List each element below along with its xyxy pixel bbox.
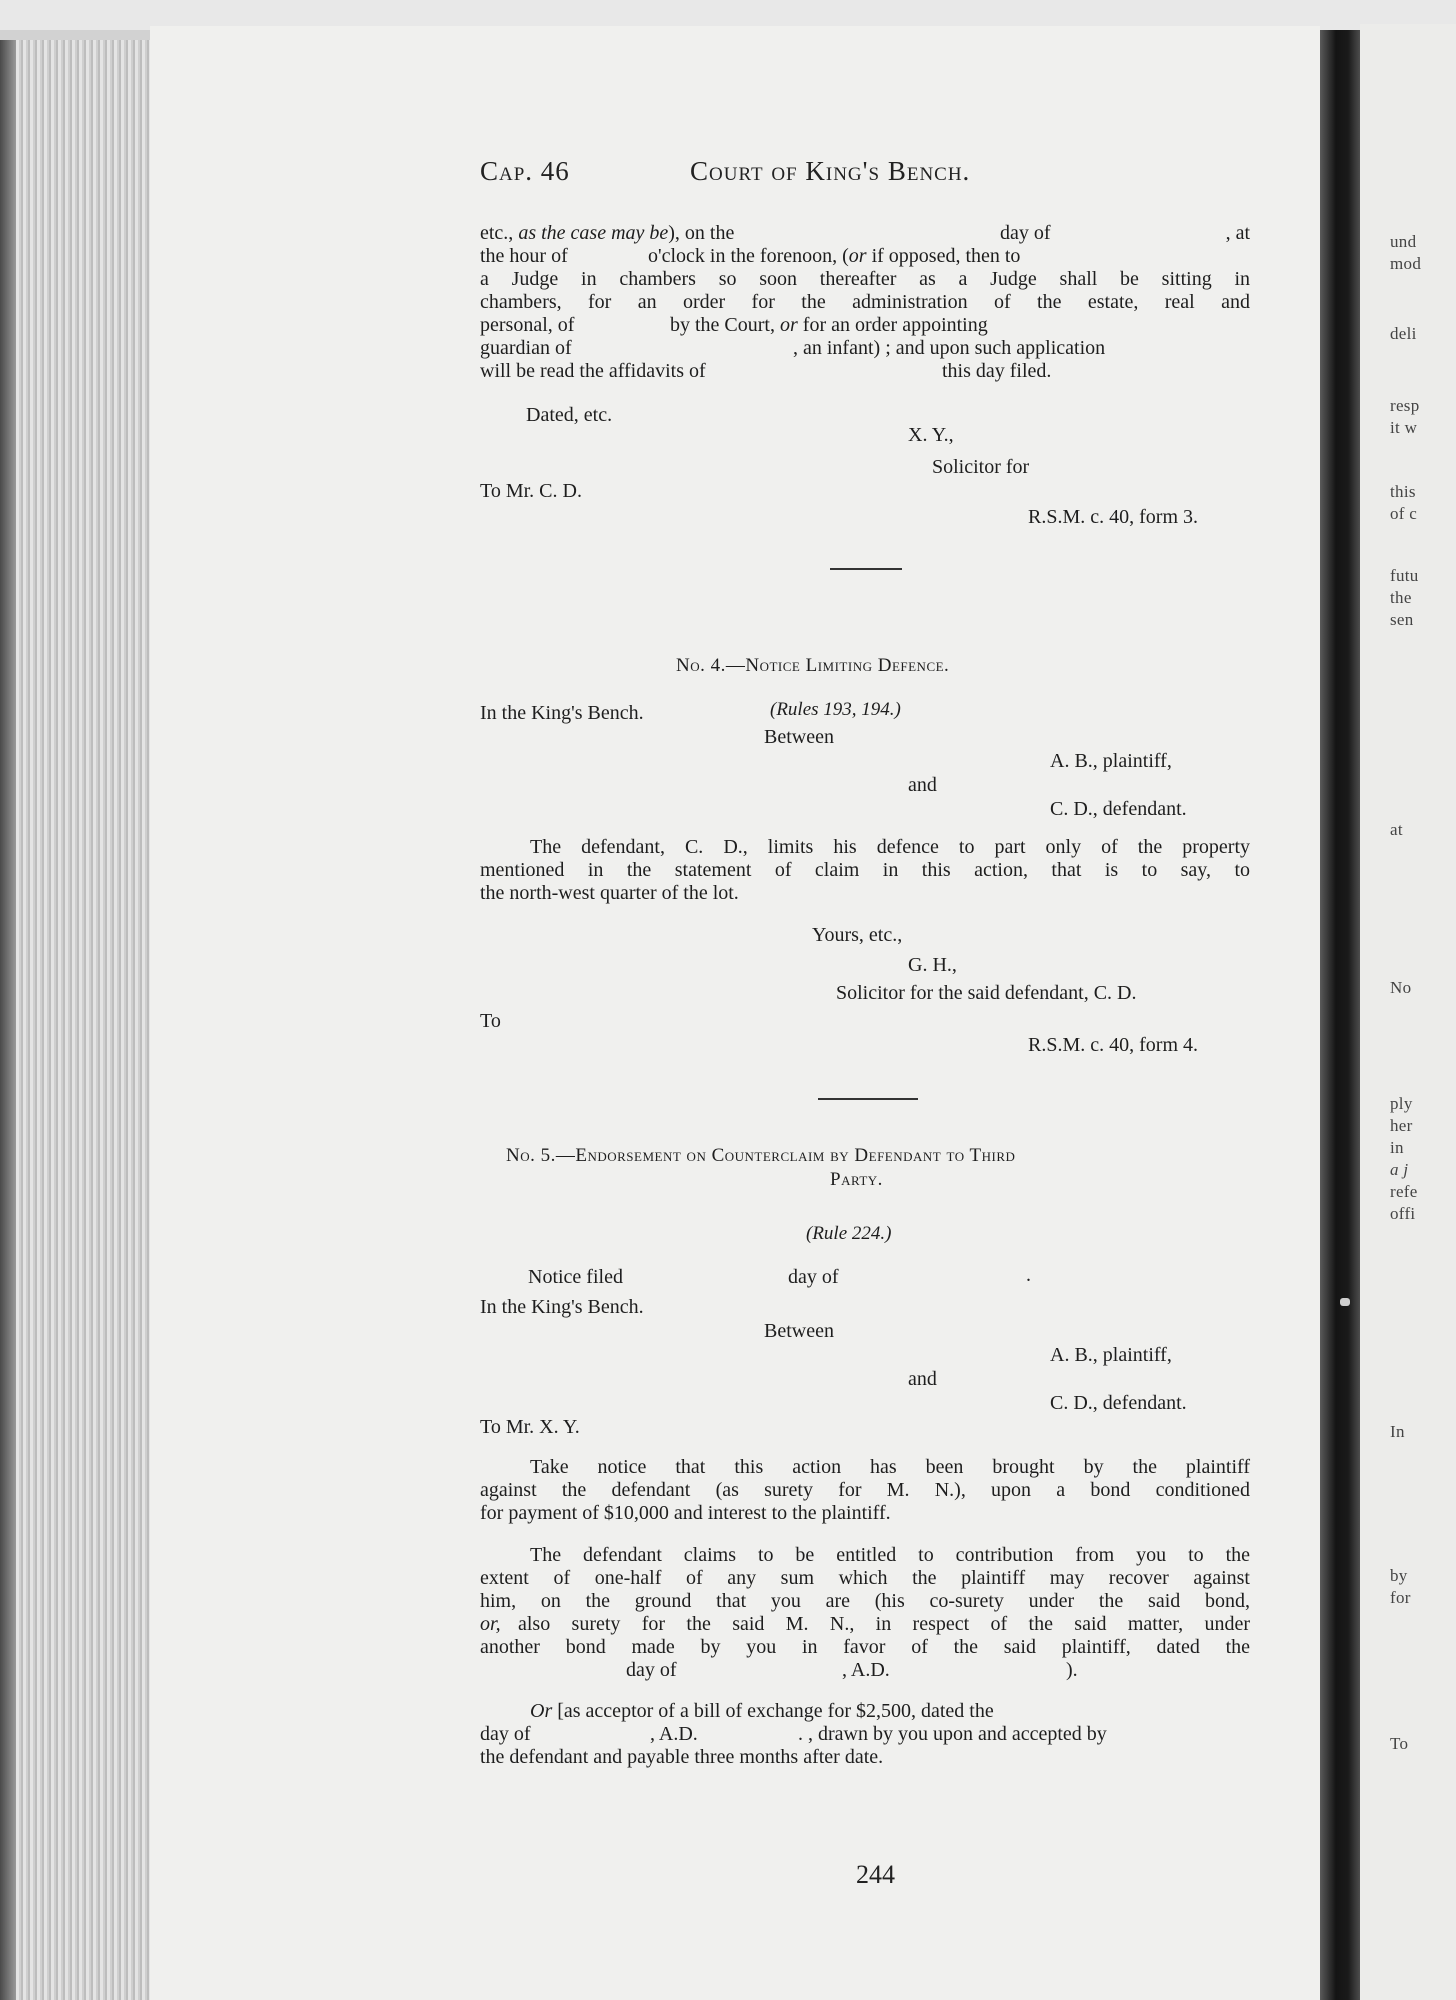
chapter-number: Cap. 46 <box>480 156 570 186</box>
and-label: and <box>908 1368 937 1390</box>
signature-name: G. H., <box>908 954 957 976</box>
addressee: To Mr. X. Y. <box>480 1416 580 1438</box>
facing-text: refe <box>1390 1182 1418 1201</box>
facing-text: offi <box>1390 1204 1416 1223</box>
facing-text: the <box>1390 588 1412 607</box>
text-line: the hour of o'clock in the forenoon, (or if opposed, then to <box>480 245 1021 267</box>
period-mark: . <box>1026 1264 1031 1286</box>
facing-text: mod <box>1390 254 1422 273</box>
text-line: a Judge in chambers so soon thereafter as a Judge shall be sitting in <box>480 268 1250 290</box>
body-line: him, on the ground that you are (his co-surety under the said bond, <box>480 1590 1250 1612</box>
court-name: In the King's Bench. <box>480 1296 644 1318</box>
facing-text: at <box>1390 820 1403 839</box>
text-line: will be read the affidavits of this day filed. <box>480 360 1052 382</box>
between-label: Between <box>764 726 834 748</box>
and-label: and <box>908 774 937 796</box>
text-line: guardian of , an infant) ; and upon such application <box>480 337 1106 359</box>
facing-text: for <box>1390 1588 1411 1607</box>
defendant-name: C. D., defendant. <box>1050 1392 1187 1414</box>
facing-text: und <box>1390 232 1417 251</box>
facing-text: futu <box>1390 566 1419 585</box>
body-line: the defendant and payable three months after date. <box>480 1746 884 1768</box>
header-title: Court of King's Bench. <box>690 156 971 186</box>
facing-text: sen <box>1390 610 1414 629</box>
statute-citation: R.S.M. c. 40, form 4. <box>1028 1034 1198 1056</box>
signature-name: X. Y., <box>908 424 954 446</box>
page-number: 244 <box>856 1860 895 1889</box>
facing-text: her <box>1390 1116 1413 1135</box>
addressee: To <box>480 1010 501 1032</box>
facing-text: it w <box>1390 418 1418 437</box>
facing-text: in <box>1390 1138 1404 1157</box>
body-line: The defendant, C. D., limits his defence to part only of the property <box>530 836 1250 858</box>
body-line: The defendant claims to be entitled to contribution from you to the <box>530 1544 1250 1566</box>
statute-citation: R.S.M. c. 40, form 3. <box>1028 506 1198 528</box>
signature-role: Solicitor for the said defendant, C. D. <box>836 982 1137 1004</box>
form-5-heading: Party. <box>830 1169 883 1190</box>
facing-text: ply <box>1390 1094 1413 1113</box>
dated-line: Dated, etc. <box>526 404 613 426</box>
book-gutter <box>1320 30 1360 2000</box>
facing-text: In <box>1390 1422 1405 1441</box>
facing-text: of c <box>1390 504 1418 523</box>
body-line: extent of one-half of any sum which the plaintiff may recover against <box>480 1567 1250 1589</box>
addressee: To Mr. C. D. <box>480 480 582 502</box>
facing-text: this <box>1390 482 1416 501</box>
body-line: mentioned in the statement of claim in this action, that is to say, to <box>480 859 1250 881</box>
book-page-edges <box>0 40 150 2000</box>
facing-page <box>1360 24 1456 2000</box>
body-line: Or [as acceptor of a bill of exchange for $2,500, dated the <box>530 1700 994 1722</box>
section-divider <box>830 568 902 570</box>
yours-line: Yours, etc., <box>812 924 903 946</box>
defendant-name: C. D., defendant. <box>1050 798 1187 820</box>
signature-role: Solicitor for <box>932 456 1030 478</box>
text-line: etc., as the case may be), on the day of , at <box>480 222 1250 244</box>
body-line: against the defendant (as surety for M. N.), upon a bond conditioned <box>480 1479 1250 1501</box>
facing-text: resp <box>1390 396 1420 415</box>
section-divider <box>818 1098 918 1100</box>
facing-text: a j <box>1390 1160 1409 1179</box>
plaintiff-name: A. B., plaintiff, <box>1050 1344 1172 1366</box>
facing-text: by <box>1390 1566 1408 1585</box>
notice-filed-label: Notice filed <box>528 1266 623 1288</box>
facing-text: No <box>1390 978 1412 997</box>
facing-text: deli <box>1390 324 1417 343</box>
body-line: Take notice that this action has been brought by the plaintiff <box>530 1456 1250 1478</box>
facing-text: To <box>1390 1734 1409 1753</box>
body-line: for payment of $10,000 and interest to the plaintiff. <box>480 1502 891 1524</box>
body-line: the north-west quarter of the lot. <box>480 882 739 904</box>
form-5-rule: (Rule 224.) <box>806 1223 892 1244</box>
body-line: another bond made by you in favor of the said plaintiff, dated the <box>480 1636 1250 1658</box>
form-4-rules: (Rules 193, 194.) <box>770 699 901 720</box>
plaintiff-name: A. B., plaintiff, <box>1050 750 1172 772</box>
court-name: In the King's Bench. <box>480 702 644 724</box>
form-4-heading: No. 4.—Notice Limiting Defence. <box>676 655 950 676</box>
between-label: Between <box>764 1320 834 1342</box>
text-line: chambers, for an order for the administration of the estate, real and <box>480 291 1250 313</box>
scan-speck <box>1340 1298 1350 1306</box>
day-of-label: day of <box>788 1266 839 1288</box>
text-line: personal, of by the Court, or for an order appointing <box>480 314 988 336</box>
form-5-heading: No. 5.—Endorsement on Counterclaim by Defendant to Third <box>506 1145 1016 1166</box>
